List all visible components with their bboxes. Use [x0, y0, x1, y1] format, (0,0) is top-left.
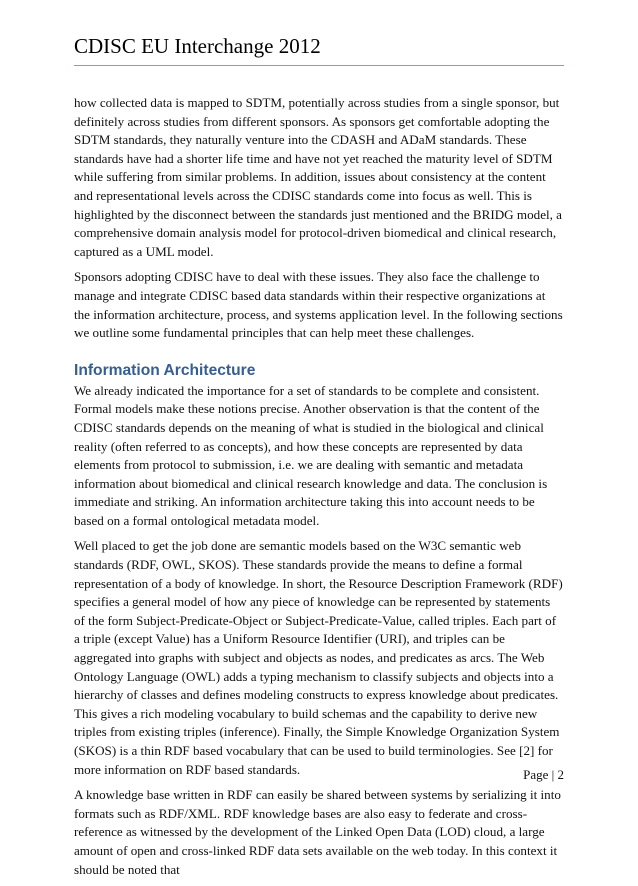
body-paragraph: Sponsors adopting CDISC have to deal with these issues. They also face the challenge to manage and integrate CDISC based data standards within their respective organizations at the information architecture, process, and systems application level. In the following sections we outline some fundamental principles that can help meet these challenges.: [74, 269, 563, 341]
body-paragraph: We already indicated the importance for a set of standards to be complete and consistent. Formal models make these notions precise. Another observation is that the content of the CDISC standards depends on the meaning of what is studied in the biological and clinical reality (often referred to as concepts), and how these concepts are represented by data elements from protocol to submission, i.e. we are dealing with semantic and metadata information about biomedical and clinical research knowledge and data. The conclusion is immediate and striking. An information architecture taking this into account needs to be based on a formal ontological metadata model.: [74, 382, 548, 528]
header-divider: [74, 65, 564, 66]
page-header-title: CDISC EU Interchange 2012: [74, 34, 321, 58]
page-number: Page | 2: [523, 767, 564, 782]
document-body: [74, 94, 564, 886]
body-paragraph: Well placed to get the job done are semantic models based on the W3C semantic web standards (RDF, OWL, SKOS). These standards provide the means to define a formal representation of a body of knowledge. In short, the Resource Description Framework (RDF) specifies a general model of how any piece of knowledge can be represented by statements of the form Subject-Predicate-Object or Subject-Predicate-Value, called triples. Each part of a triple (except Value) has a Uniform Resource Identifier (URI), and triples can be aggregated into graphs with subject and objects as nodes, and predicates as arcs. The Web Ontology Language (OWL) adds a typing mechanism to classify subjects and objects into a hierarchy of classes and defines modeling constructs to express knowledge about predicates. This gives a rich modeling vocabulary to build schemas and the capability to derive new triples from existing triples (inference). Finally, the Simple Knowledge Organization System (SKOS) is a thin RDF based vocabulary that can be used to build terminologies. See [2] for more information on RDF based standards.: [74, 538, 563, 777]
body-paragraph: A knowledge base written in RDF can easily be shared between systems by serializing it into formats such as RDF/XML. RDF knowledge bases are also easy to federate and cross-reference as witnessed by the development of the Linked Open Data (LOD) cloud, a large amount of open and cross-linked RDF data sets available on the web today. In this context it should be noted that: [74, 787, 561, 877]
body-paragraph: how collected data is mapped to SDTM, potentially across studies from a single sponsor, but definitely across studies from different sponsors. As sponsors get comfortable adopting the SDTM standards, they naturally venture into the CDASH and ADaM standards. These standards have had a shorter life time and have not yet reached the maturity level of SDTM while suffering from similar problems. In addition, issues about consistency at the content and representational levels across the CDISC standards come into focus as well. This is highlighted by the disconnect between the standards just mentioned and the BRIDG model, a comprehensive domain analysis model for protocol-driven biomedical and clinical research, captured as a UML model.: [74, 95, 562, 259]
section-heading: Information Architecture: [74, 361, 256, 379]
